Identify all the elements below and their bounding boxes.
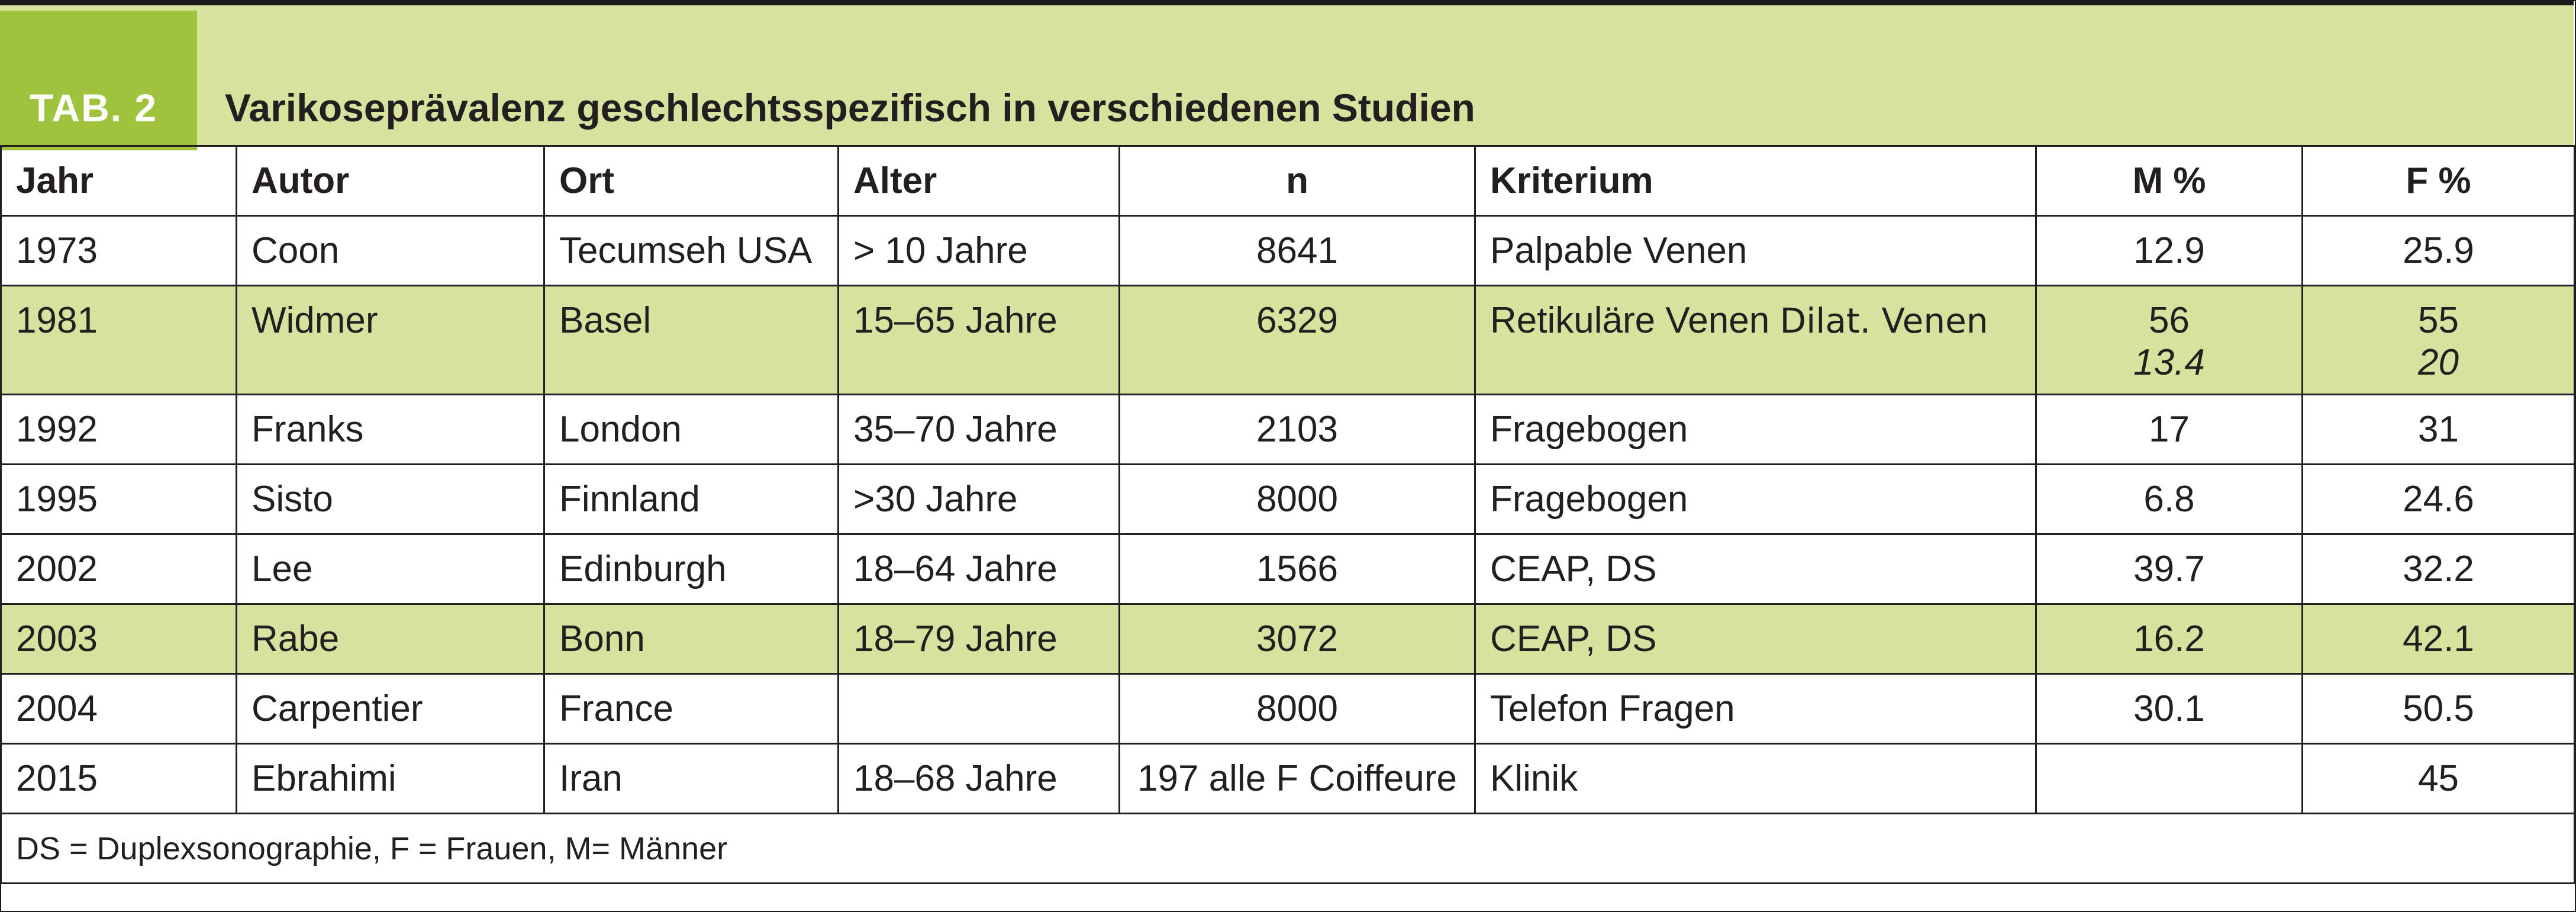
table-row (1, 604, 2575, 674)
cell-ort: Edinburgh (544, 534, 839, 604)
cell-kriterium: Klinik (1475, 744, 2036, 814)
cell-alter: > 10 Jahre (839, 216, 1120, 286)
f-secondary: 20 (2418, 342, 2459, 383)
cell-ort: Iran (544, 744, 839, 814)
cell-n: 197 alle F Coiffeure (1120, 744, 1475, 814)
kriterium-secondary: Dilat. Venen (1779, 301, 1988, 341)
table-row (1, 674, 2575, 744)
cell-autor: Coon (237, 216, 544, 286)
table-row (1, 744, 2575, 814)
kriterium-primary: Retikuläre Venen (1490, 300, 1770, 341)
cell-m: 17 (2036, 395, 2303, 465)
m-secondary: 13.4 (2133, 342, 2205, 383)
column-header-n: n (1120, 146, 1475, 216)
cell-jahr: 1992 (1, 395, 237, 465)
cell-m: 6.8 (2036, 465, 2303, 534)
cell-autor: Lee (237, 534, 544, 604)
column-header-kriterium: Kriterium (1475, 146, 2036, 216)
cell-jahr: 2015 (1, 744, 237, 814)
column-header-m: M % (2036, 146, 2303, 216)
cell-jahr: 1981 (1, 286, 237, 395)
cell-autor: Sisto (237, 465, 544, 534)
cell-autor: Carpentier (237, 674, 544, 744)
cell-jahr: 2003 (1, 604, 237, 674)
column-header-alter: Alter (839, 146, 1120, 216)
cell-autor: Widmer (237, 286, 544, 395)
cell-ort: France (544, 674, 839, 744)
table-row (1, 286, 2575, 395)
cell-m (2036, 744, 2303, 814)
table-title: Varikoseprävalenz geschlechtsspezifisch in verschiedenen Studien (225, 86, 1475, 130)
cell-ort: London (544, 395, 839, 465)
cell-n: 6329 (1120, 286, 1475, 395)
cell-alter: 18–64 Jahre (839, 534, 1120, 604)
cell-m: 30.1 (2036, 674, 2303, 744)
cell-autor: Rabe (237, 604, 544, 674)
cell-ort: Basel (544, 286, 839, 395)
footnote-row (1, 814, 2575, 884)
cell-alter: 35–70 Jahre (839, 395, 1120, 465)
cell-n: 8000 (1120, 674, 1475, 744)
column-header-ort: Ort (544, 146, 839, 216)
table-row (1, 395, 2575, 465)
cell-kriterium: Fragebogen (1475, 395, 2036, 465)
cell-n: 2103 (1120, 395, 1475, 465)
cell-alter: 15–65 Jahre (839, 286, 1120, 395)
cell-autor: Franks (237, 395, 544, 465)
cell-n: 8000 (1120, 465, 1475, 534)
cell-kriterium (1475, 286, 2036, 395)
cell-jahr: 1973 (1, 216, 237, 286)
table-header (0, 0, 2574, 145)
cell-kriterium: CEAP, DS (1475, 604, 2036, 674)
cell-f: 32.2 (2303, 534, 2575, 604)
column-header-autor: Autor (237, 146, 544, 216)
f-primary: 55 (2418, 300, 2459, 341)
cell-n: 3072 (1120, 604, 1475, 674)
cell-f: 45 (2303, 744, 2575, 814)
cell-kriterium: CEAP, DS (1475, 534, 2036, 604)
cell-m: 12.9 (2036, 216, 2303, 286)
table-row (1, 534, 2575, 604)
cell-alter: 18–68 Jahre (839, 744, 1120, 814)
cell-n: 1566 (1120, 534, 1475, 604)
cell-f (2303, 286, 2575, 395)
table-footnote: DS = Duplexsonographie, F = Frauen, M= Männer (1, 814, 2575, 884)
column-header-f: F % (2303, 146, 2575, 216)
cell-f: 50.5 (2303, 674, 2575, 744)
table-row (1, 216, 2575, 286)
cell-jahr: 2004 (1, 674, 237, 744)
cell-alter: >30 Jahre (839, 465, 1120, 534)
cell-f: 31 (2303, 395, 2575, 465)
cell-kriterium: Fragebogen (1475, 465, 2036, 534)
m-primary: 56 (2149, 300, 2190, 341)
cell-autor: Ebrahimi (237, 744, 544, 814)
cell-m: 39.7 (2036, 534, 2303, 604)
cell-alter: 18–79 Jahre (839, 604, 1120, 674)
data-table (0, 145, 2575, 884)
cell-alter (839, 674, 1120, 744)
column-header-jahr: Jahr (1, 146, 237, 216)
cell-ort: Tecumseh USA (544, 216, 839, 286)
cell-jahr: 1995 (1, 465, 237, 534)
cell-n: 8641 (1120, 216, 1475, 286)
cell-ort: Finnland (544, 465, 839, 534)
table-row (1, 465, 2575, 534)
cell-kriterium: Telefon Fragen (1475, 674, 2036, 744)
cell-m (2036, 286, 2303, 395)
cell-ort: Bonn (544, 604, 839, 674)
cell-f: 25.9 (2303, 216, 2575, 286)
cell-m: 16.2 (2036, 604, 2303, 674)
cell-kriterium: Palpable Venen (1475, 216, 2036, 286)
cell-jahr: 2002 (1, 534, 237, 604)
table-number-label: TAB. 2 (0, 11, 197, 150)
cell-f: 42.1 (2303, 604, 2575, 674)
cell-f: 24.6 (2303, 465, 2575, 534)
